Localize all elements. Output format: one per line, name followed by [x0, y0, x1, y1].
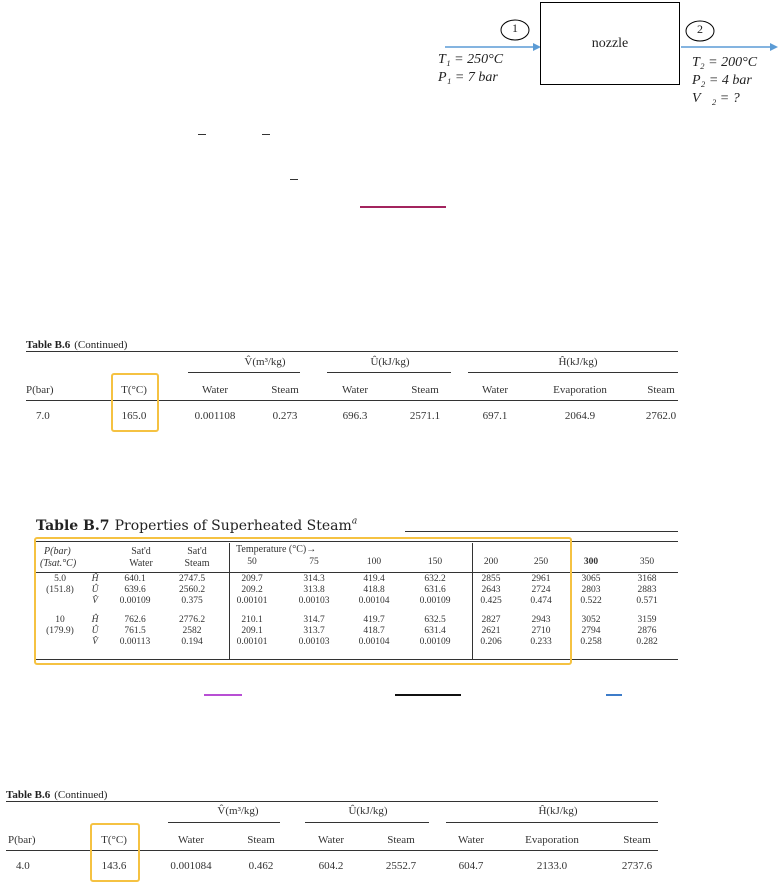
col-header: Water	[482, 384, 508, 396]
cell: 0.00103	[298, 637, 330, 647]
outlet-arrowhead	[770, 43, 778, 51]
table-rule	[6, 801, 658, 802]
col-header: Steam	[647, 384, 675, 396]
overbar-mark	[198, 134, 206, 135]
b7-sym: V̂	[92, 637, 98, 647]
b7-sats-header: Steam	[184, 558, 210, 569]
cell: 2582	[182, 626, 202, 636]
col-header: Water	[342, 384, 368, 396]
cell: 2643	[481, 585, 501, 595]
table-b6-top-caption: Table B.6 (Continued)	[26, 339, 128, 351]
cell: 631.4	[424, 626, 446, 636]
b7-sym: Ĥ	[91, 615, 99, 625]
col-header: T(°C)	[101, 834, 127, 846]
cell: 314.7	[303, 615, 325, 625]
b7-temp-cell: 350	[639, 557, 655, 567]
outlet-temp: T₂ = 200°C	[692, 55, 758, 70]
cell: 143.6	[101, 860, 127, 872]
b7-sym: Û	[91, 585, 99, 595]
col-header: Water	[202, 384, 228, 396]
cell: 632.2	[424, 574, 446, 584]
cell: 696.3	[342, 410, 368, 422]
cell: 2737.6	[621, 860, 653, 872]
cell: 419.7	[363, 615, 385, 625]
b7-tsat-header: (Tsat.°C)	[40, 558, 77, 569]
cell: 3168	[637, 574, 657, 584]
group-rule	[468, 372, 678, 373]
table-rule	[36, 541, 678, 542]
cell: 639.6	[124, 585, 146, 595]
cell: 2855	[481, 574, 501, 584]
group-header: Û(kJ/kg)	[348, 805, 388, 817]
table-b6-bottom-caption: Table B.6 (Continued)	[6, 789, 108, 801]
cell: 604.7	[458, 860, 484, 872]
table-rule	[405, 531, 678, 532]
table-row	[36, 574, 678, 585]
table-row	[36, 637, 678, 648]
node1-label: 1	[512, 21, 518, 35]
group-rule	[188, 372, 300, 373]
b7-sym: V̂	[92, 596, 98, 606]
cell: 0.522	[580, 596, 602, 606]
b7-temp-cell: 150	[427, 557, 443, 567]
b7-sym: Ĥ	[91, 574, 99, 584]
col-header: T(°C)	[121, 384, 147, 396]
highlight-box	[90, 823, 140, 882]
cell: 2724	[531, 585, 551, 595]
cell: 2827	[481, 615, 501, 625]
table-row	[36, 585, 678, 596]
cell: 0.206	[480, 637, 502, 647]
cell: 0.00101	[236, 637, 268, 647]
cell: 0.001108	[194, 410, 236, 422]
cell: 0.258	[580, 637, 602, 647]
b7-temp-cell: 250	[533, 557, 549, 567]
b7-body	[36, 557, 678, 648]
cell: 640.1	[124, 574, 146, 584]
table-row	[36, 626, 678, 637]
cell: 0.00113	[119, 637, 151, 647]
cell: 2571.1	[409, 410, 441, 422]
cell: 0.00109	[419, 596, 451, 606]
b7-temp-row	[36, 557, 678, 568]
cell: 2943	[531, 615, 551, 625]
cell: 0.00109	[119, 596, 151, 606]
cell: 165.0	[121, 410, 147, 422]
overbar-mark	[262, 134, 270, 135]
b7-sym: Û	[91, 626, 99, 636]
cell: 0.00109	[419, 637, 451, 647]
cell: 0.571	[636, 596, 658, 606]
cell: 209.7	[241, 574, 263, 584]
col-header: P(bar)	[8, 834, 36, 846]
table-rule	[26, 351, 678, 352]
b7-satw-header: Water	[129, 558, 153, 569]
b7-p-header: P(bar)	[44, 546, 71, 557]
cell: 4.0	[16, 860, 30, 872]
cell: 2876	[637, 626, 657, 636]
cell: 419.4	[363, 574, 385, 584]
cell: 2133.0	[536, 860, 568, 872]
cell: 3052	[581, 615, 601, 625]
highlight-box	[111, 373, 159, 432]
cell: 0.00104	[358, 596, 390, 606]
b7-tsat: (151.8)	[46, 585, 74, 595]
col-header: Water	[318, 834, 344, 846]
black-mark	[395, 694, 461, 696]
cell: 2621	[481, 626, 501, 636]
b7-temp-cell: 50	[247, 557, 257, 567]
group-header: V̂(m³/kg)	[244, 356, 286, 368]
magenta-underline	[360, 206, 446, 208]
cell: 0.00101	[236, 596, 268, 606]
cell: 0.001084	[170, 860, 212, 872]
b7-satw-header: Sat'd	[131, 546, 151, 557]
cell: 313.8	[303, 585, 325, 595]
b7-temp-cell: 75	[309, 557, 319, 567]
cell: 2803	[581, 585, 601, 595]
group-rule	[327, 372, 451, 373]
col-header: Evaporation	[553, 384, 607, 396]
group-rule	[305, 822, 429, 823]
cell: 2961	[531, 574, 551, 584]
group-rule	[168, 822, 280, 823]
table-rule	[36, 659, 678, 660]
b7-temp-cell: 100	[366, 557, 382, 567]
cell: 3065	[581, 574, 601, 584]
group-header: Ĥ(kJ/kg)	[558, 356, 598, 368]
cell: 2762.0	[645, 410, 677, 422]
cell: 418.7	[363, 626, 385, 636]
b7-temp-cell: 200	[483, 557, 499, 567]
table-rule	[6, 850, 658, 851]
cell: 7.0	[36, 410, 50, 422]
b7-p: 5.0	[54, 574, 66, 584]
cell: 2883	[637, 585, 657, 595]
cell: 209.2	[241, 585, 263, 595]
cell: 0.00104	[358, 637, 390, 647]
b7-temp-cell: 300	[583, 557, 599, 567]
cell: 2710	[531, 626, 551, 636]
cell: 0.462	[248, 860, 274, 872]
cell: 604.2	[318, 860, 344, 872]
cell: 0.273	[272, 410, 298, 422]
col-header: Steam	[271, 384, 299, 396]
cell: 0.194	[181, 637, 203, 647]
cell: 2747.5	[178, 574, 206, 584]
cell: 314.3	[303, 574, 325, 584]
cell: 2794	[581, 626, 601, 636]
cell: 632.5	[424, 615, 446, 625]
node2-label: 2	[697, 22, 703, 36]
cell: 0.233	[530, 637, 552, 647]
col-header: Water	[178, 834, 204, 846]
inlet-temp: T₁ = 250°C	[438, 52, 504, 67]
group-rule	[446, 822, 658, 823]
table-row	[36, 596, 678, 607]
cell: 631.6	[424, 585, 446, 595]
outlet-velocity: V⃗₂ = ?	[692, 91, 740, 106]
cell: 697.1	[482, 410, 508, 422]
cell: 2064.9	[564, 410, 596, 422]
table-b7-caption: Table B.7 Properties of Superheated Steam$^a$	[36, 516, 358, 534]
cell: 209.1	[241, 626, 263, 636]
table-row	[36, 615, 678, 626]
table-rule	[26, 400, 678, 401]
col-header: Steam	[411, 384, 439, 396]
cell: 210.1	[241, 615, 263, 625]
cell: 2776.2	[178, 615, 206, 625]
b7-p: 10	[55, 615, 65, 625]
cell: 418.8	[363, 585, 385, 595]
inlet-pressure: P₁ = 7 bar	[438, 70, 498, 85]
nozzle-label: nozzle	[591, 36, 629, 51]
col-header: Water	[458, 834, 484, 846]
col-header: P(bar)	[26, 384, 54, 396]
cell: 2560.2	[178, 585, 206, 595]
cell: 0.474	[530, 596, 552, 606]
cell: 313.7	[303, 626, 325, 636]
cell: 0.282	[636, 637, 658, 647]
cell: 761.5	[124, 626, 146, 636]
cell: 0.375	[181, 596, 203, 606]
outlet-pressure: P₂ = 4 bar	[692, 73, 752, 88]
group-header: V̂(m³/kg)	[217, 805, 259, 817]
col-header: Steam	[623, 834, 651, 846]
col-header: Steam	[387, 834, 415, 846]
violet-mark	[204, 694, 242, 696]
col-header: Steam	[247, 834, 275, 846]
group-header: Û(kJ/kg)	[370, 356, 410, 368]
cell: 3159	[637, 615, 657, 625]
cell: 762.6	[124, 615, 146, 625]
group-header: Ĥ(kJ/kg)	[538, 805, 578, 817]
b7-sats-header: Sat'd	[187, 546, 207, 557]
b7-tsat: (179.9)	[46, 626, 74, 636]
col-header: Evaporation	[525, 834, 579, 846]
cell: 2552.7	[385, 860, 417, 872]
overbar-mark	[290, 179, 298, 180]
b7-temp-header: Temperature (°C)→	[236, 544, 317, 555]
cell: 0.00103	[298, 596, 330, 606]
cell: 0.425	[480, 596, 502, 606]
blue-mark	[606, 694, 622, 696]
